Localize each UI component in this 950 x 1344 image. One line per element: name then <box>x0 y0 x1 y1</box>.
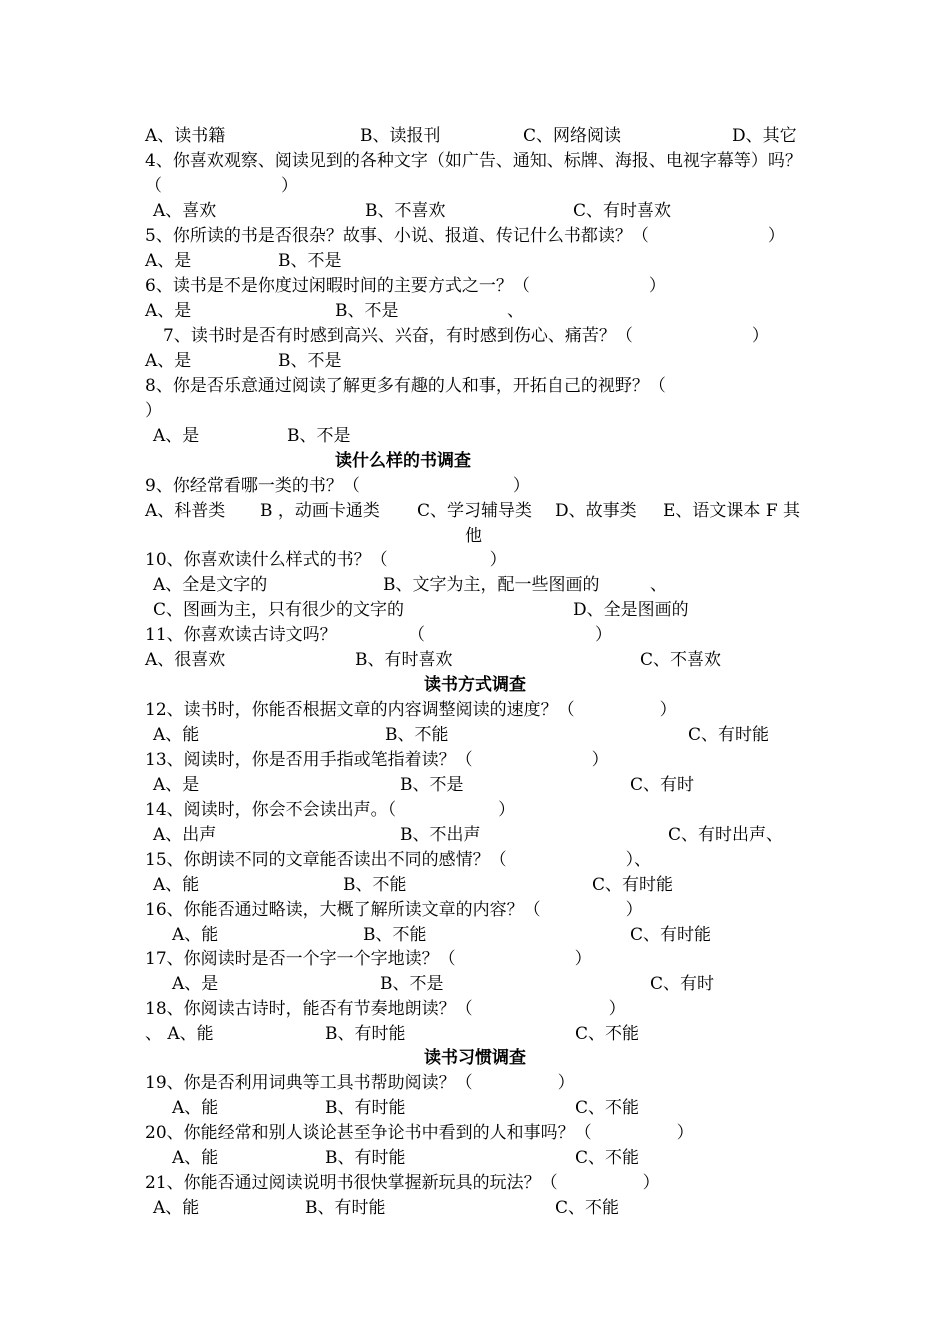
option-b: B、不是 <box>380 974 444 994</box>
question-11-answer-blank: （ ） <box>408 625 612 645</box>
option-b: B、有时能 <box>305 1198 386 1218</box>
question-11-text: 11、你喜欢读古诗文吗？ <box>145 625 337 645</box>
option-d: D、故事类 <box>555 501 637 521</box>
option-b: B、文字为主，配一些图画的 <box>383 575 600 595</box>
question-19: 19、你是否利用词典等工具书帮助阅读？（ ） <box>145 1073 575 1093</box>
option-b: B、不能 <box>363 925 427 945</box>
stray-mark: 、 <box>507 301 524 321</box>
question-11 <box>145 623 835 648</box>
option-b: B、有时能 <box>325 1148 406 1168</box>
option-a: A、是 <box>153 775 200 795</box>
stray-mark: 、 <box>650 575 667 595</box>
question-9-options <box>145 499 835 524</box>
question-10-options-row-1 <box>145 573 835 598</box>
question-9-options-continued <box>145 524 835 549</box>
option-a: A、喜欢 <box>153 201 217 221</box>
option-c: C、不能 <box>555 1198 620 1218</box>
question-21-options <box>145 1196 835 1221</box>
option-a: A、读书籍 <box>145 126 226 146</box>
question-6: 6、读书是不是你度过闲暇时间的主要方式之一？（ ） <box>145 276 666 296</box>
option-a: A、科普类 <box>145 501 226 521</box>
question-8-options <box>145 424 835 449</box>
option-b: B ，动画卡通类 <box>260 501 380 521</box>
option-c: C、学习辅导类 <box>417 501 533 521</box>
option-d: D、全是图画的 <box>573 600 689 620</box>
question-18: 18、你阅读古诗时，能否有节奏地朗读？（ ） <box>145 999 626 1019</box>
question-17-options <box>145 972 835 997</box>
option-a: A、全是文字的 <box>153 575 268 595</box>
option-b: B、有时能 <box>325 1024 406 1044</box>
option-a: A、能 <box>172 1148 219 1168</box>
option-b: B、有时喜欢 <box>355 650 453 670</box>
option-b: B、不能 <box>343 875 407 895</box>
question-21: 21、你能否通过阅读说明书很快掌握新玩具的玩法？（ ） <box>145 1173 660 1193</box>
question-20: 20、你能经常和别人谈论甚至争论书中看到的人和事吗？（ ） <box>145 1123 694 1143</box>
option-a: A、能 <box>172 925 219 945</box>
option-c: C、有时能 <box>630 925 712 945</box>
question-6-options <box>145 299 835 324</box>
section-heading-reading-habits: 读书习惯调查 <box>424 1048 526 1068</box>
question-5: 5、你所读的书是否很杂？故事、小说、报道、传记什么书都读？（ ） <box>145 226 785 246</box>
option-c: C、不喜欢 <box>640 650 722 670</box>
option-e: E、语文课本 F 其 <box>663 501 801 521</box>
option-c: C、图画为主，只有很少的文字的 <box>153 600 405 620</box>
option-c: C、不能 <box>575 1024 640 1044</box>
question-10: 10、你喜欢读什么样式的书？（ ） <box>145 550 507 570</box>
option-a: A、能 <box>153 875 200 895</box>
option-c: C、有时能 <box>688 725 770 745</box>
question-16: 16、你能否通过略读，大概了解所读文章的内容？（ ） <box>145 900 643 920</box>
option-a: A、出声 <box>153 825 217 845</box>
question-13: 13、阅读时，你是否用手指或笔指着读？（ ） <box>145 750 609 770</box>
option-a: A、能 <box>172 1098 219 1118</box>
question-17: 17、你阅读时是否一个字一个字地读？（ ） <box>145 949 592 969</box>
question-18-options <box>145 1022 835 1047</box>
question-19-options <box>145 1096 835 1121</box>
question-8: 8、你是否乐意通过阅读了解更多有趣的人和事，开拓自己的视野？（ <box>145 376 666 396</box>
question-9: 9、你经常看哪一类的书？（ ） <box>145 476 530 496</box>
question-5-options <box>145 249 835 274</box>
option-b: B、不能 <box>385 725 449 745</box>
option-a: A、是 <box>172 974 219 994</box>
option-a: 、 A、能 <box>145 1024 214 1044</box>
options-reading-sources <box>145 124 835 149</box>
option-c: C、不能 <box>575 1098 640 1118</box>
option-b: B、不是 <box>400 775 464 795</box>
question-12-options <box>145 723 835 748</box>
question-13-options <box>145 773 835 798</box>
option-a: A、是 <box>145 351 192 371</box>
question-7-options <box>145 349 835 374</box>
option-a: A、是 <box>153 426 200 446</box>
question-4-options <box>145 199 835 224</box>
option-b: B、不是 <box>287 426 351 446</box>
question-15-options <box>145 873 835 898</box>
question-4-answer-blank: （ ） <box>145 176 298 196</box>
option-a: A、很喜欢 <box>145 650 226 670</box>
option-f-continued: 他 <box>465 526 482 546</box>
question-12: 12、读书时，你能否根据文章的内容调整阅读的速度？（ ） <box>145 700 677 720</box>
option-b: B、不出声 <box>400 825 481 845</box>
option-b: B、不是 <box>335 301 399 321</box>
option-a: A、能 <box>153 1198 200 1218</box>
option-c: C、有时能 <box>592 875 674 895</box>
question-7: 7、读书时是否有时感到高兴、兴奋，有时感到伤心、痛苦？（ ） <box>163 326 769 346</box>
option-c: C、有时出声、 <box>668 825 784 845</box>
question-20-options <box>145 1146 835 1171</box>
option-c: C、有时 <box>630 775 695 795</box>
option-b: B、有时能 <box>325 1098 406 1118</box>
question-14: 14、阅读时，你会不会读出声。（ ） <box>145 800 516 820</box>
option-c: C、有时喜欢 <box>573 201 672 221</box>
option-b: B、不是 <box>278 351 342 371</box>
question-15: 15、你朗读不同的文章能否读出不同的感情？（ ）、 <box>145 850 652 870</box>
option-a: A、是 <box>145 301 192 321</box>
option-b: B、不是 <box>278 251 342 271</box>
section-heading-reading-method: 读书方式调查 <box>424 675 526 695</box>
section-heading-what-books: 读什么样的书调查 <box>335 451 471 471</box>
question-11-options <box>145 648 835 673</box>
question-10-options-row-2 <box>145 598 835 623</box>
option-a: A、是 <box>145 251 192 271</box>
option-b: B、读报刊 <box>360 126 441 146</box>
question-14-options <box>145 823 835 848</box>
option-c: C、不能 <box>575 1148 640 1168</box>
option-a: A、能 <box>153 725 200 745</box>
question-16-options <box>145 923 835 948</box>
question-8-answer-blank: ） <box>145 401 162 421</box>
question-4: 4、你喜欢观察、阅读见到的各种文字（如广告、通知、标牌、海报、电视字幕等）吗？ <box>145 151 802 171</box>
option-d: D、其它 <box>732 126 797 146</box>
option-c: C、网络阅读 <box>523 126 622 146</box>
option-c: C、有时 <box>650 974 715 994</box>
option-b: B、不喜欢 <box>365 201 446 221</box>
